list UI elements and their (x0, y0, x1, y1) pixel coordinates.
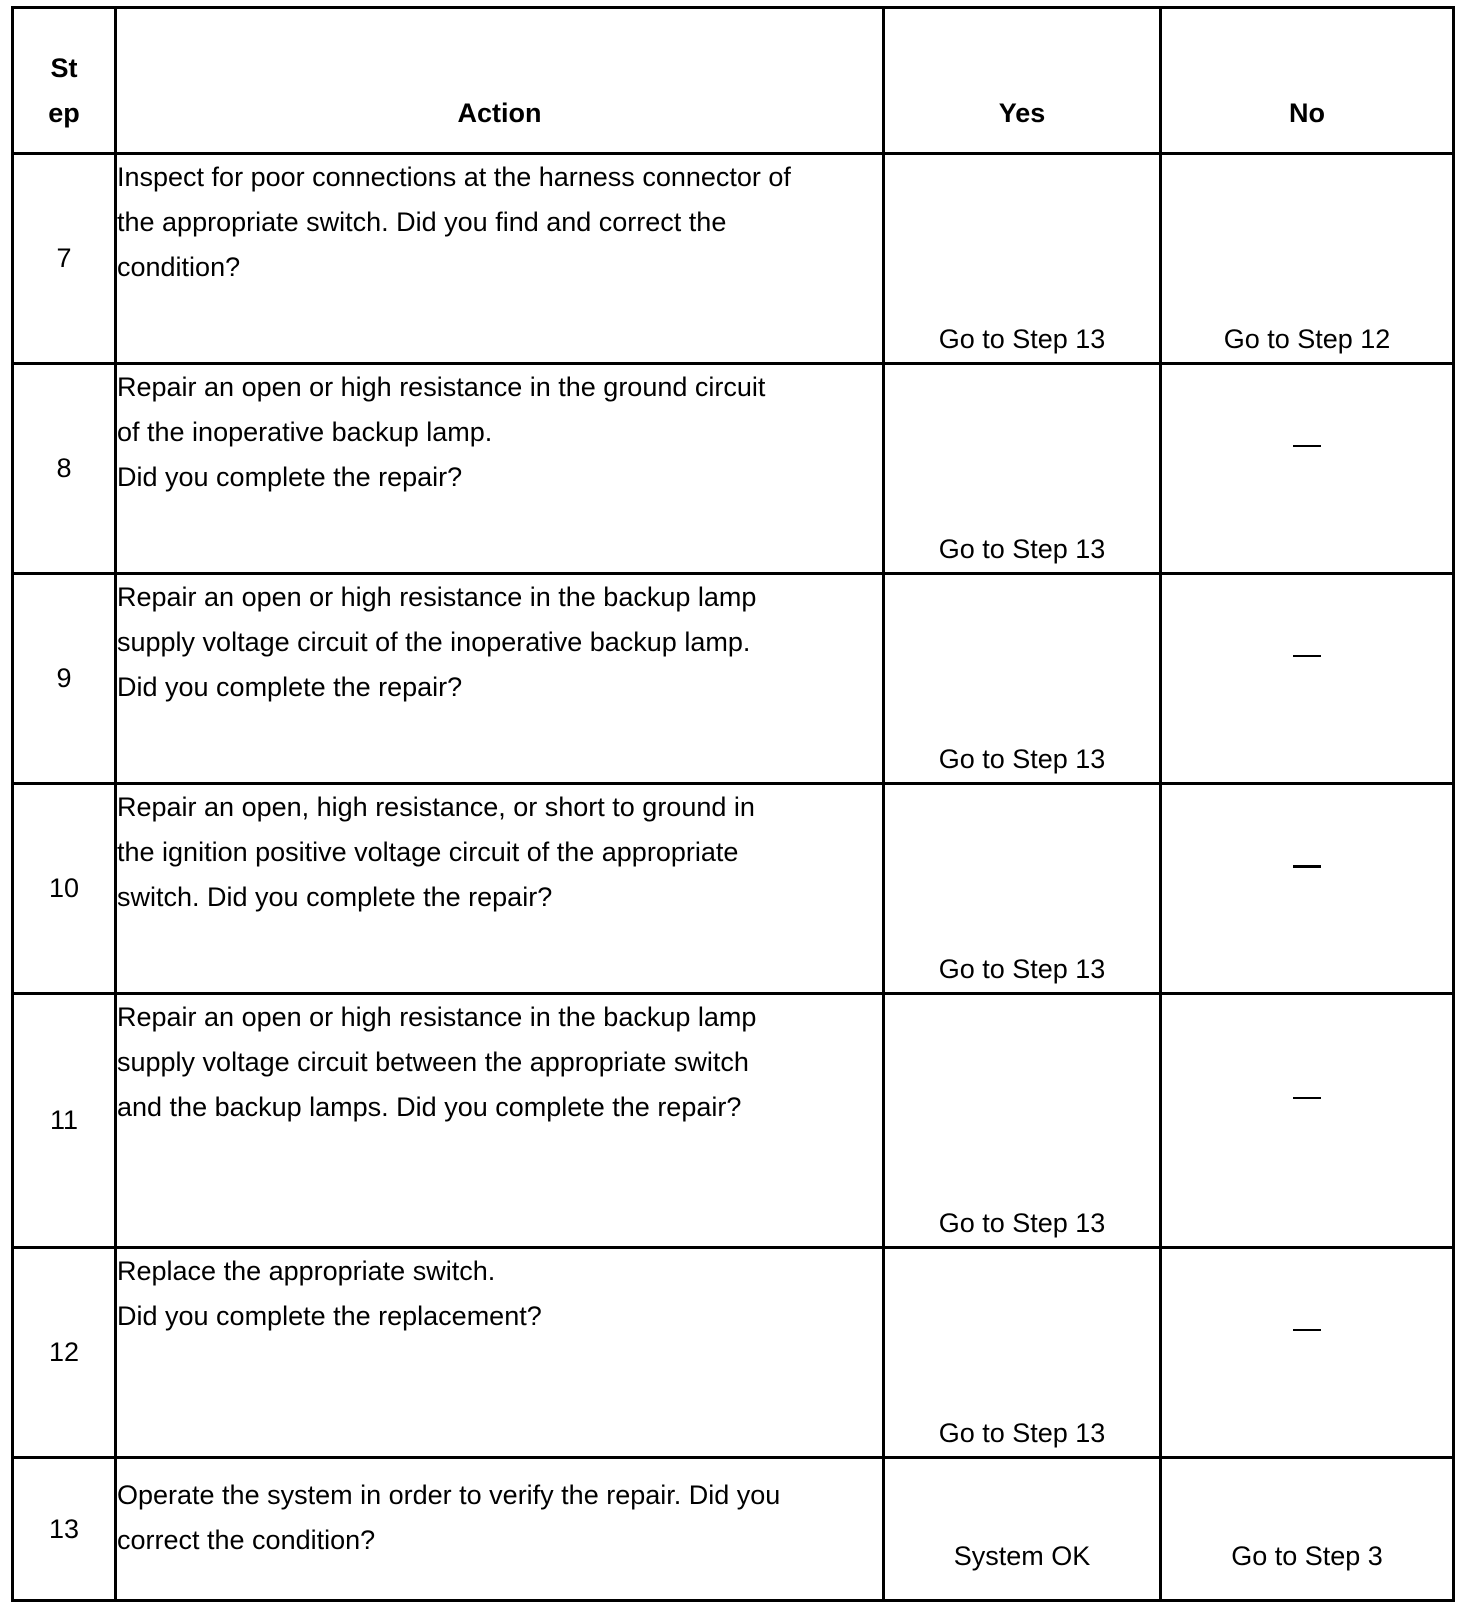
table-row (13, 364, 1454, 574)
em-dash (1293, 1097, 1321, 1144)
action-line: Did you complete the replacement? (117, 1301, 542, 1331)
table-row (13, 574, 1454, 784)
no-result (1161, 1248, 1454, 1458)
yes-result: Go to Step 13 (884, 574, 1161, 784)
yes-result: Go to Step 13 (884, 784, 1161, 994)
table-row (13, 994, 1454, 1248)
no-result (1161, 784, 1454, 994)
header-step-line2: ep (48, 98, 80, 128)
step-number: 13 (13, 1458, 116, 1601)
step-number: 7 (13, 154, 116, 364)
table-header-row (13, 8, 1454, 154)
action-line: correct the condition? (117, 1525, 376, 1555)
table-row (13, 1458, 1454, 1601)
action-text (116, 1458, 884, 1601)
action-text (116, 154, 884, 364)
action-text (116, 994, 884, 1248)
diagnostic-table (11, 6, 1455, 1602)
action-line: the ignition positive voltage circuit of the appropriate (117, 837, 739, 867)
action-line: Repair an open, high resistance, or short to ground in (117, 792, 755, 822)
no-result: Go to Step 12 (1161, 154, 1454, 364)
header-step-line1: St (50, 53, 78, 83)
action-line: of the inoperative backup lamp. (117, 417, 493, 447)
yes-result: Go to Step 13 (884, 994, 1161, 1248)
action-line: supply voltage circuit between the appropriate switch (117, 1047, 749, 1077)
no-result: Go to Step 3 (1161, 1458, 1454, 1601)
em-dash (1293, 865, 1321, 913)
action-line: Repair an open or high resistance in the backup lamp (117, 582, 757, 612)
action-text (116, 364, 884, 574)
em-dash (1293, 1329, 1321, 1376)
table-row (13, 1248, 1454, 1458)
action-line: switch. Did you complete the repair? (117, 882, 553, 912)
step-number: 11 (13, 994, 116, 1248)
step-number: 12 (13, 1248, 116, 1458)
diagnostic-table-container (11, 6, 1455, 1602)
action-text (116, 574, 884, 784)
action-text (116, 1248, 884, 1458)
header-yes: Yes (884, 8, 1161, 154)
yes-result: Go to Step 13 (884, 1248, 1161, 1458)
no-result (1161, 994, 1454, 1248)
action-line: supply voltage circuit of the inoperative backup lamp. (117, 627, 751, 657)
action-line: Did you complete the repair? (117, 462, 463, 492)
action-line: Repair an open or high resistance in the backup lamp (117, 1002, 757, 1032)
step-number: 8 (13, 364, 116, 574)
action-line: Replace the appropriate switch. (117, 1256, 496, 1286)
action-text (116, 784, 884, 994)
header-no: No (1161, 8, 1454, 154)
header-step (13, 8, 116, 154)
yes-result: System OK (884, 1458, 1161, 1601)
action-line: Inspect for poor connections at the harness connector of (117, 162, 791, 192)
table-row (13, 154, 1454, 364)
table-row (13, 784, 1454, 994)
yes-result: Go to Step 13 (884, 364, 1161, 574)
step-number: 9 (13, 574, 116, 784)
step-number: 10 (13, 784, 116, 994)
em-dash (1293, 445, 1321, 492)
no-result (1161, 364, 1454, 574)
action-line: Repair an open or high resistance in the ground circuit (117, 372, 766, 402)
yes-result: Go to Step 13 (884, 154, 1161, 364)
action-line: Operate the system in order to verify the repair. Did you (117, 1480, 781, 1510)
action-line: condition? (117, 252, 241, 282)
header-action: Action (116, 8, 884, 154)
action-line: Did you complete the repair? (117, 672, 463, 702)
action-line: and the backup lamps. Did you complete the repair? (117, 1092, 742, 1122)
no-result (1161, 574, 1454, 784)
action-line: the appropriate switch. Did you find and correct the (117, 207, 727, 237)
em-dash (1293, 655, 1321, 702)
